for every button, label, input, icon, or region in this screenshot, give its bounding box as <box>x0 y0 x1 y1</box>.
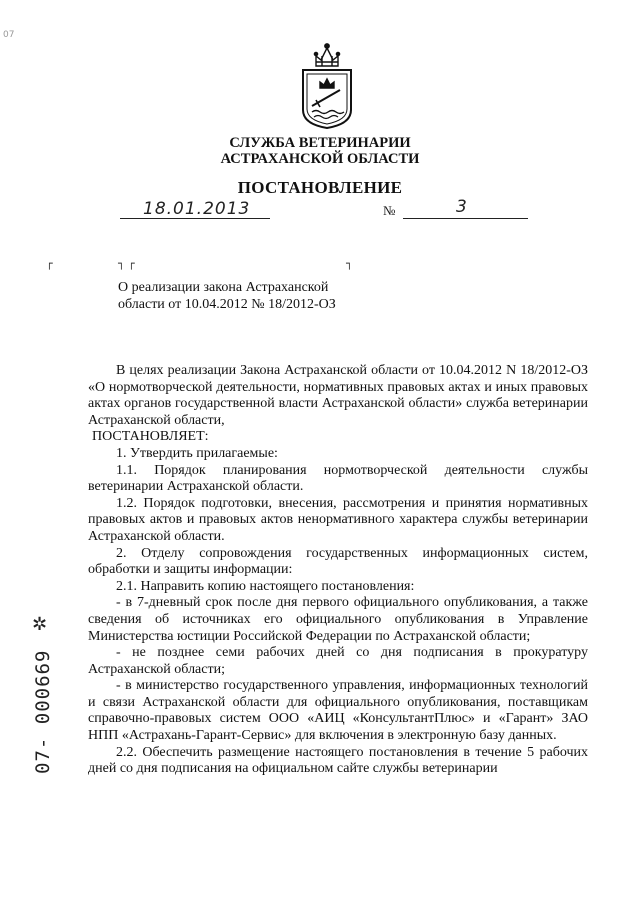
org-name-line2: АСТРАХАНСКОЙ ОБЛАСТИ <box>220 151 420 167</box>
clause-1-1: 1.1. Порядок планирования нормотворческой деятельности службы ветеринарии Астраханской области. <box>88 462 588 495</box>
preamble-paragraph: В целях реализации Закона Астраханской области от 10.04.2012 N 18/2012-ОЗ «О нормотворческой деятельности, нормативных правовых актах и иных правовых актах органов государственной власти Астраханской области» служба ветеринарии Астраханской области, <box>88 363 588 428</box>
org-name-line1: СЛУЖБА ВЕТЕРИНАРИИ <box>229 135 411 151</box>
clause-2-2: 2.2. Обеспечить размещение настоящего постановления в течение 5 рабочих дней со дня подписания на официальном сайте службы ветеринарии <box>88 744 588 777</box>
bullet-ministry-justice: - в 7-дневный срок после дня первого официального опубликования, а также сведения об источниках его официального опубликования в Управление Министерства юстиции Российской Федерации по Астраханской области; <box>88 595 588 644</box>
clause-2-1: 2.1. Направить копию настоящего постановления: <box>116 578 415 594</box>
clause-2: 2. Отделу сопровождения государственных информационных систем, обработки и защиты информации: <box>88 545 588 578</box>
coat-of-arms-icon <box>298 40 356 130</box>
bullet-prosecutor: - не позднее семи рабочих дней со дня подписания в прокуратуру Астраханской области; <box>88 645 588 677</box>
bullet-publication: - в министерство государственного управления, информационных технологий и связи Астраханской области для официального опубликования, поставщикам справочно-правовых систем ООО «АИЦ «КонсультантПлюс» и «Гарант» ЗАО НПП «Астрахань-Гарант-Сервис» для включения в электронную базу данных. <box>88 678 588 744</box>
corner-bracket-subject-a: ┐ <box>118 257 125 270</box>
number-label: № <box>383 203 396 218</box>
corner-bracket-subject-b: ┌ <box>128 257 135 270</box>
document-subject: О реализации закона Астраханской области от 10.04.2012 № 18/2012-ОЗ <box>118 280 336 312</box>
date-underline <box>120 218 270 219</box>
document-number: 3 <box>456 197 467 217</box>
clause-1-2: 1.2. Порядок подготовки, внесения, рассмотрения и принятия нормативных правовых актов и правовых актов ненормативного характера службы ветеринарии Астраханской области. <box>88 495 588 544</box>
document-body <box>88 363 588 778</box>
registration-number: 07- 000669 <box>32 649 54 774</box>
number-underline <box>403 218 528 219</box>
asterisk-mark-icon: ✲ <box>32 614 48 635</box>
decree-heading: ПОСТАНОВЛЯЕТ: <box>92 429 209 445</box>
clause-1: 1. Утвердить прилагаемые: <box>116 445 278 461</box>
corner-bracket-left: ┌ <box>46 257 53 270</box>
corner-bracket-right: ┐ <box>346 257 353 270</box>
margin-registration-stamp <box>18 640 58 780</box>
document-type-title: ПОСТАНОВЛЕНИЕ <box>237 178 403 197</box>
edge-mark: 07 <box>3 30 15 40</box>
document-date: 18.01.2013 <box>143 199 251 219</box>
